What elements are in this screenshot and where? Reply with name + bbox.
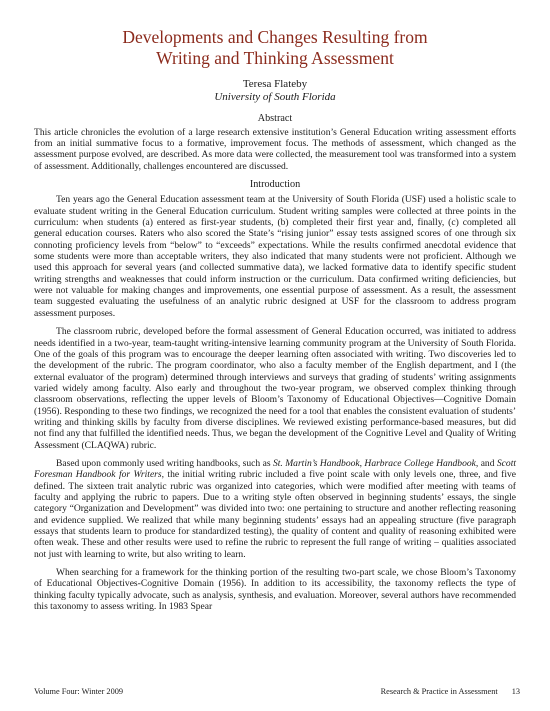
paragraph-3-text-mid: , and <box>475 457 497 469</box>
body-paragraph-3 <box>34 458 516 560</box>
abstract-heading: Abstract <box>257 113 293 124</box>
paragraph-3-text-start: Based upon commonly used writing handbooks, such as <box>56 457 273 469</box>
introduction-heading: Introduction <box>249 178 301 190</box>
title-line-2: Writing and Thinking Assessment <box>156 48 394 68</box>
body-paragraph-4: When searching for a framework for the thinking portion of the resulting two-part scale, we chose Bloom’s Taxonomy of Educational Objectives-Cognitive Domain (1956). In addition to its accessibility, the taxonomy reflects the type of thinking faculty typically advocate, such as analysis, synthesis, and evaluation. Moreover, several authors have recommended this taxonomy to assess writing. In 1983 Spear <box>34 567 516 613</box>
abstract-text: This article chronicles the evolution of a large research extensive institution’s General Education writing assessment efforts from an initial summative focus to a formative, improvement focus. The methods of assessment, which changed as the assessment purpose evolved, are described. As more data were collected, the measurement tool was transformed into a system of assessment. Additionally, challenges encountered are discussed. <box>34 126 516 172</box>
footer-journal: Research & Practice in Assessment <box>380 687 498 696</box>
page-footer <box>34 687 520 697</box>
footer-right <box>381 687 520 697</box>
author-affiliation: University of South Florida <box>214 90 336 103</box>
handbook-titles-italic-2: Scott Foresman Handbook for Writers, <box>34 457 516 481</box>
paragraph-3-text-end: the initial writing rubric included a five point scale with only levels one, three, and five defined. The sixteen trait analytic rubric was organized into categories, which were modified after meeting with teams of faculty and applying the rubric to papers. Due to a writing style often observed in beginning students’ essays, the single category “Organization and Development” was divided into two: one pertaining to structure and another reflecting reasoning and evidence supplied. We realized that while many beginning students’ essays had an appealing structure (five paragraph essays that students learn to produce for standardized testing), the quality of content and quality of reasoning exhibited were often weak. These and other results were used to refine the rubric to represent the full range of writing – qualities associated not just with learning to write, but also writing to learn. <box>34 469 517 560</box>
article-title <box>34 27 516 69</box>
footer-page-number: 13 <box>511 687 520 696</box>
author-name: Teresa Flateby <box>242 78 308 90</box>
title-line-1: Developments and Changes Resulting from <box>122 27 428 47</box>
body-paragraph-1: Ten years ago the General Education assessment team at the University of South Florida (USF) used a holistic scale to evaluate student writing in the General Education curriculum. Student writing samples were collected at three points in the curriculum: when students (a) entered as first-year students, (b) completed their first year and, finally, (c) completed all general education courses. Raters who also scored the State’s “rising junior” essay tests assigned scores of one through six connoting proficiency levels from “below” to “exceeds” expectations. While the results confirmed anecdotal evidence that some students were more than acceptable writers, they also indicated that many students were not proficient. Although we used this approach for several years (and collected summative data), we lacked formative data to identify specific student writing strengths and weaknesses that could inform instruction or the curriculum. Data confirmed writing deficiencies, but were not valuable for making changes and improvements, one essential purpose of assessment. As a result, the assessment team suggested evaluating the usefulness of an analytic rubric designed at USF for the classroom to address program assessment purposes. <box>34 194 516 319</box>
footer-volume: Volume Four: Winter 2009 <box>34 687 124 696</box>
handbook-titles-italic-1: St. Martin’s Handbook, Harbrace College Handbook <box>272 457 476 469</box>
body-paragraph-2: The classroom rubric, developed before the formal assessment of General Education occurred, was initiated to address needs identified in a two-year, team-taught writing-intensive learning community program at the University of South Florida. One of the goals of this program was to encourage the deeper learning often associated with writing. Two discoveries led to the development of the rubric. The program coordinator, who also a faculty member of the English department, and I (the external evaluator of the program) determined through interviews and surveys that grading of students’ writing assignments varied widely among faculty. Also early and throughout the two-year program, we observed complex thinking through classroom observations, reflecting the upper levels of Bloom’s Taxonomy of Educational Objectives—Cognitive Domain (1956). Responding to these two findings, we recognized the need for a tool that enables the consistent evaluation of students’ writing and thinking skills by faculty from diverse disciplines. We reviewed existing performance-based measures, but did not find any that fulfilled the identified needs. Thus, we began the development of the Cognitive Level and Quality of Writing Assessment (CLAQWA) rubric. <box>34 326 516 451</box>
